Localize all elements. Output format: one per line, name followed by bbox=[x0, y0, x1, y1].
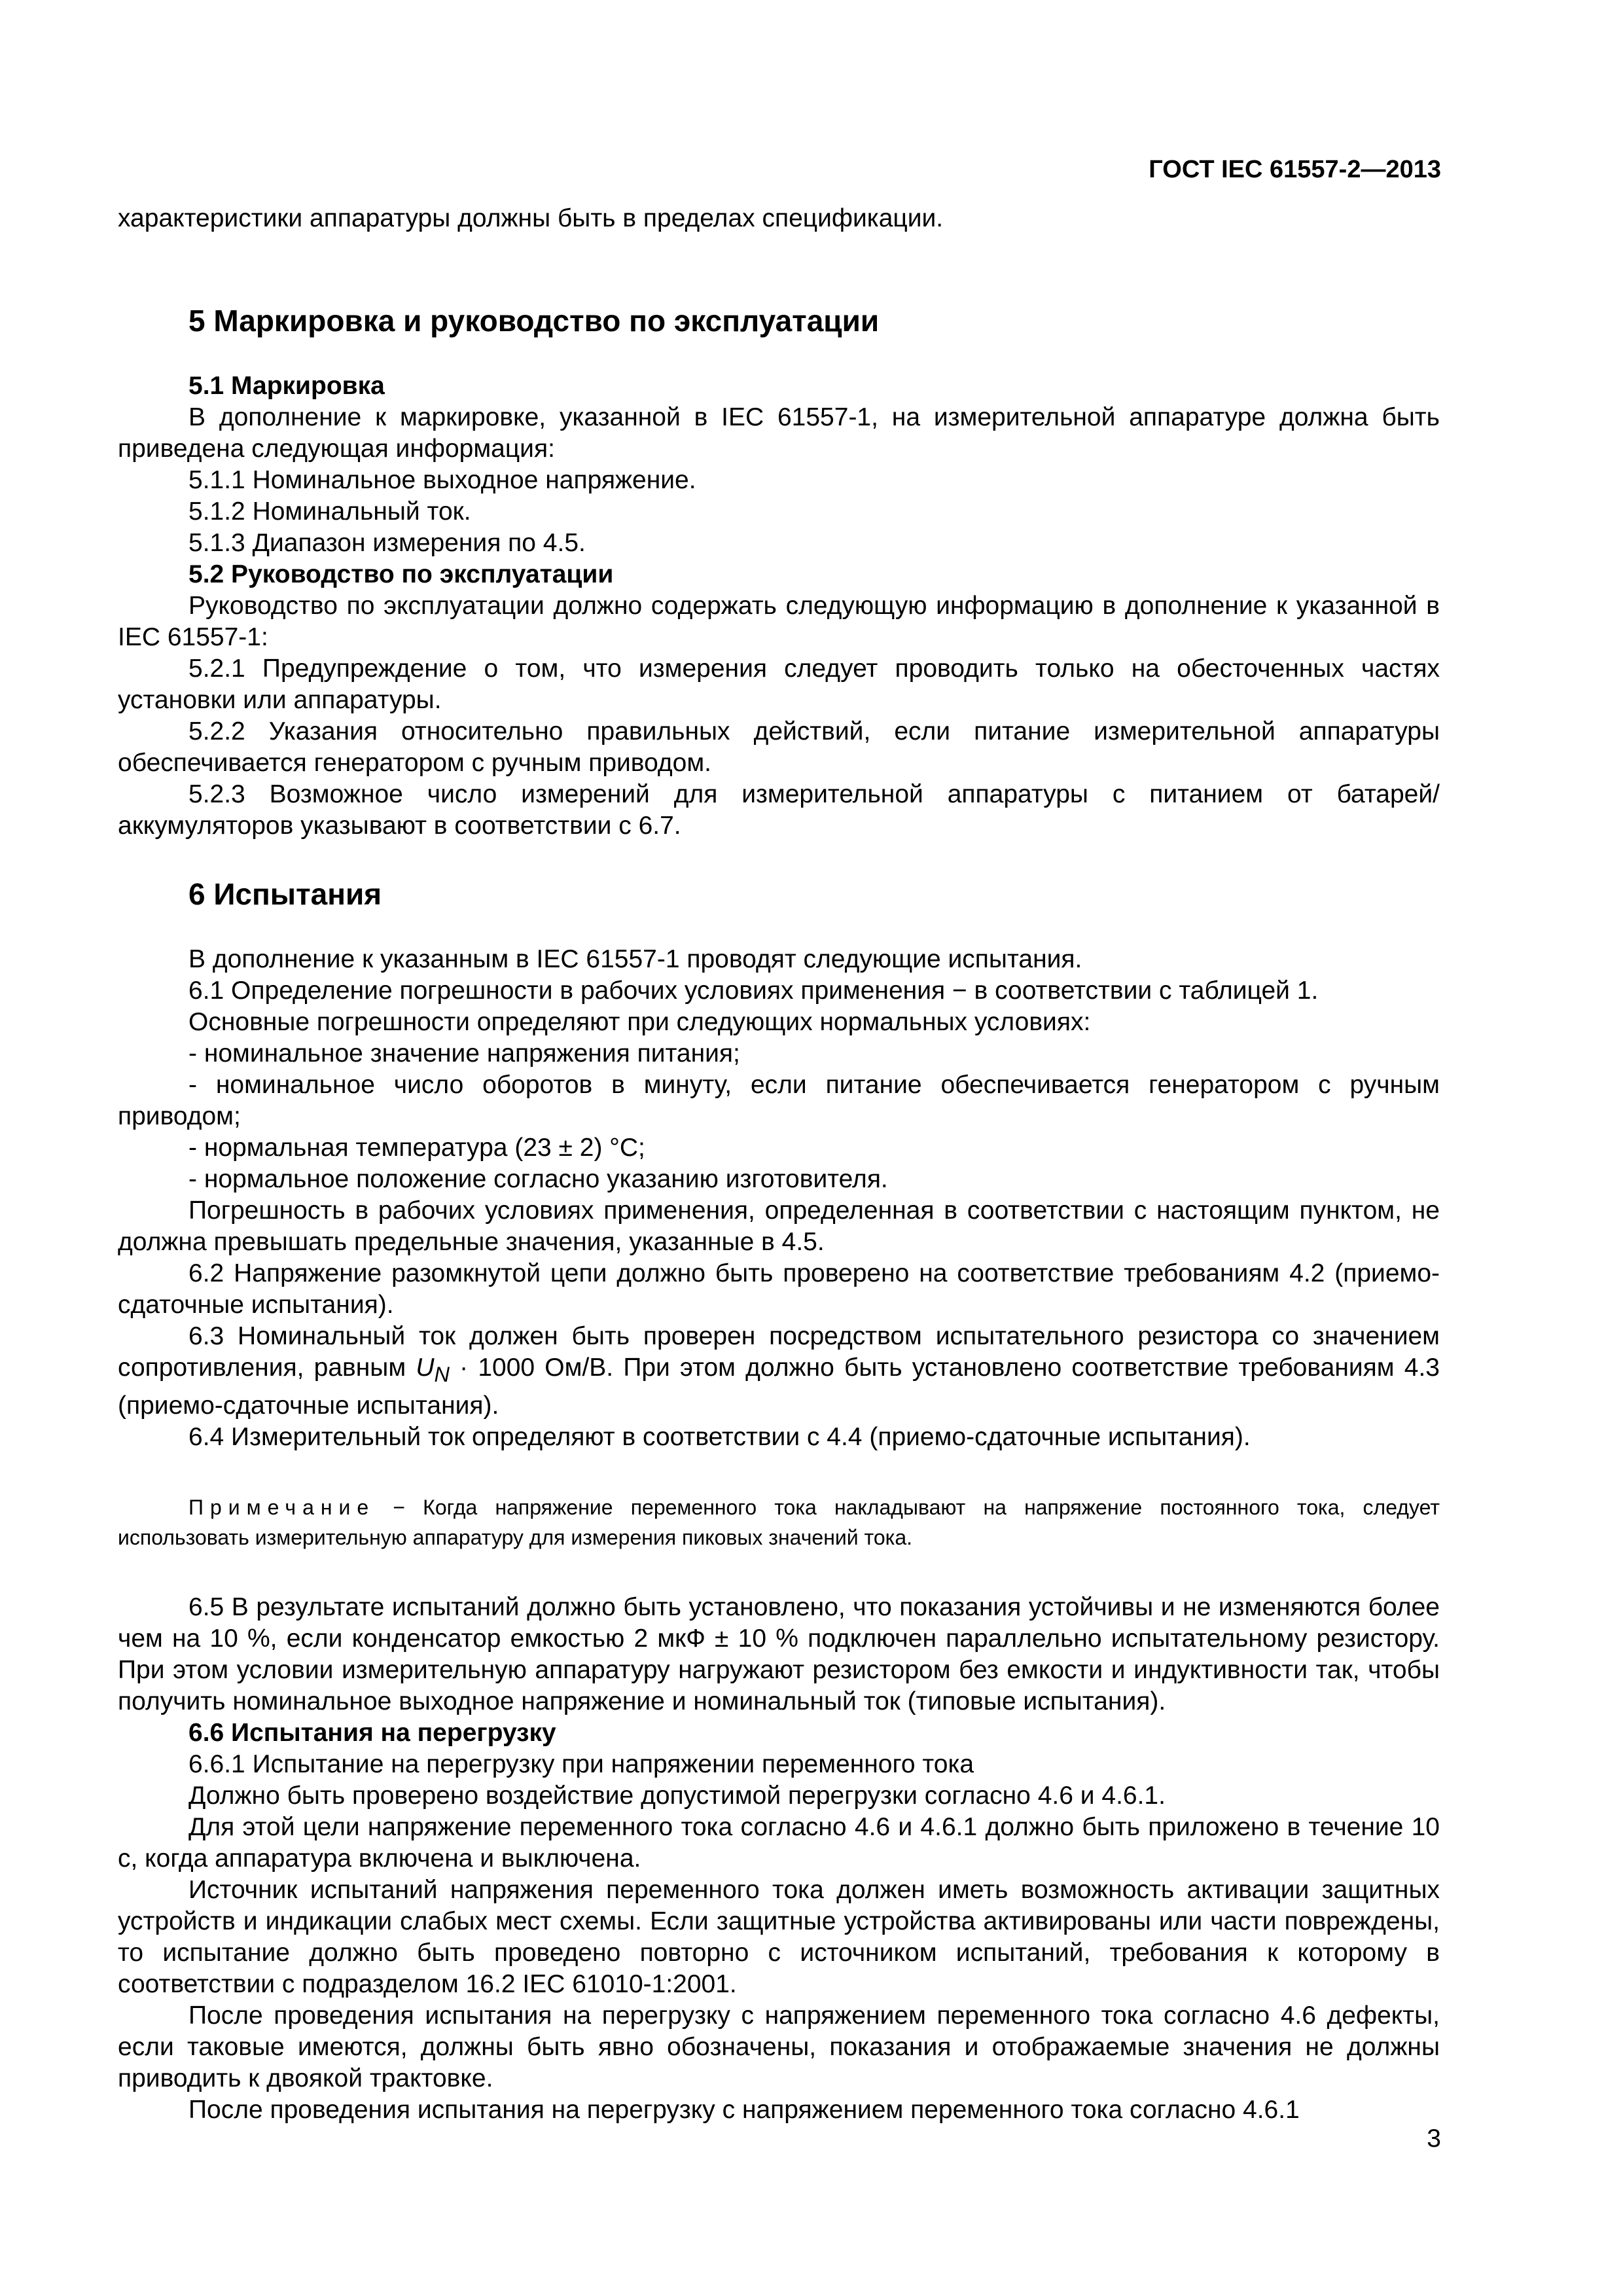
paragraph-6-6-1-d: После проведения испытания на перегрузку с напряжением переменного тока согласно 4.6 дефекты, если таковые имеются, должны быть явно обозначены, показания и отображаемые значения не должны приводить к двоякой трактовке. bbox=[118, 2001, 1440, 2092]
list-item: - нормальная температура (23 ± 2) °С; bbox=[188, 1134, 645, 1162]
item-5-1-3: 5.1.3 Диапазон измерения по 4.5. bbox=[188, 529, 586, 557]
item-6-6-1: 6.6.1 Испытание на перегрузку при напряжении переменного тока bbox=[188, 1749, 974, 1778]
item-5-2-1: 5.2.1 Предупреждение о том, что измерения следует проводить только на обесточенных частях установки или аппаратуры. bbox=[118, 655, 1440, 714]
note-text: − Когда напряжение переменного тока накладывают на напряжение постоянного тока, следует использовать измерительную аппаратуру для измерения пиковых значений тока. bbox=[118, 1495, 1440, 1549]
paragraph-5-1: В дополнение к маркировке, указанной в IEC 61557-1, на измерительной аппаратуре должна быть приведена следующая информация: bbox=[118, 403, 1440, 463]
document-code: ГОСТ IEC 61557-2—2013 bbox=[1149, 156, 1441, 183]
list-item: - нормальное положение согласно указанию изготовителя. bbox=[188, 1165, 888, 1193]
note-label: Примечание bbox=[188, 1495, 376, 1519]
paragraph-6-6-1-a: Должно быть проверено воздействие допустимой перегрузки согласно 4.6 и 4.6.1. bbox=[188, 1781, 1166, 1810]
item-6-4: 6.4 Измерительный ток определяют в соответствии с 4.4 (приемо-сдаточные испытания). bbox=[188, 1422, 1251, 1451]
note bbox=[118, 1492, 1440, 1552]
list-item: - номинальное число оборотов в минуту, если питание обеспечивается генератором с ручным приводом; bbox=[118, 1071, 1440, 1130]
section-5-title: 5 Маркировка и руководство по эксплуатации bbox=[188, 304, 880, 338]
voltage-subscript: N bbox=[434, 1362, 450, 1386]
voltage-symbol: U bbox=[416, 1354, 435, 1382]
item-5-1-2: 5.1.2 Номинальный ток. bbox=[188, 497, 471, 526]
item-6-1-base: Основные погрешности определяют при следующих нормальных условиях: bbox=[188, 1008, 1091, 1036]
item-6-1: 6.1 Определение погрешности в рабочих условиях применения − в соответствии с таблицей 1. bbox=[188, 977, 1319, 1005]
page-number: 3 bbox=[1427, 2125, 1441, 2153]
continued-paragraph: характеристики аппаратуры должны быть в пределах спецификации. bbox=[118, 204, 944, 232]
paragraph-5-2: Руководство по эксплуатации должно содержать следующую информацию в дополнение к указанной в IEC 61557-1: bbox=[118, 592, 1440, 651]
item-6-1-error: Погрешность в рабочих условиях применения, определенная в соответствии с настоящим пунктом, не должна превышать предельные значения, указанные в 4.5. bbox=[118, 1196, 1440, 1256]
subsection-5-2-title: 5.2 Руководство по эксплуатации bbox=[188, 560, 614, 588]
page-content bbox=[118, 203, 1440, 2126]
item-5-2-3: 5.2.3 Возможное число измерений для измерительной аппаратуры с питанием от батарей/аккумуляторов указывают в соответствии с 6.7. bbox=[118, 780, 1440, 840]
list-item: - номинальное значение напряжения питания; bbox=[188, 1039, 740, 1067]
subsection-6-6-title: 6.6 Испытания на перегрузку bbox=[188, 1718, 556, 1747]
item-6-3-text-b: · 1000 Ом/В. При этом должно быть установлено соответствие требованиям 4.3 (приемо-сдаточные испытания). bbox=[118, 1354, 1440, 1420]
section-6-intro: В дополнение к указанным в IEC 61557-1 проводят следующие испытания. bbox=[188, 945, 1082, 973]
item-6-3 bbox=[118, 1321, 1440, 1422]
paragraph-6-6-1-c: Источник испытаний напряжения переменного тока должен иметь возможность активации защитных устройств и индикации слабых мест схемы. Если защитные устройства активированы или части повреждены, то испытание должно быть проведено повторно с источником испытаний, требования к которому в соответствии с подразделом 16.2 IEC 61010-1:2001. bbox=[118, 1875, 1440, 1998]
subsection-5-1-title: 5.1 Маркировка bbox=[188, 372, 385, 400]
item-5-2-2: 5.2.2 Указания относительно правильных действий, если питание измерительной аппаратуры обеспечивается генератором с ручным приводом. bbox=[118, 717, 1440, 777]
item-6-2: 6.2 Напряжение разомкнутой цепи должно быть проверено на соответствие требованиям 4.2 (приемо-сдаточные испытания). bbox=[118, 1259, 1440, 1319]
section-6-title: 6 Испытания bbox=[188, 877, 382, 911]
paragraph-6-6-1-e: После проведения испытания на перегрузку с напряжением переменного тока согласно 4.6.1 bbox=[188, 2095, 1300, 2124]
item-5-1-1: 5.1.1 Номинальное выходное напряжение. bbox=[188, 466, 696, 494]
item-6-3-text-a: 6.3 Номинальный ток должен быть проверен посредством испытательного резистора со значением сопротивления, равным bbox=[118, 1322, 1440, 1382]
paragraph-6-6-1-b: Для этой цели напряжение переменного тока согласно 4.6 и 4.6.1 должно быть приложено в течение 10 с, когда аппаратура включена и выключена. bbox=[118, 1812, 1440, 1873]
item-6-5: 6.5 В результате испытаний должно быть установлено, что показания устойчивы и не изменяются более чем на 10 %, если конденсатор емкостью 2 мкФ ± 10 % подключен параллельно испытательному резистору. При этом условии измерительную аппаратуру нагружают резистором без емкости и индуктивности так, чтобы получить номинальное выходное напряжение и номинальный ток (типовые испытания). bbox=[118, 1592, 1440, 1715]
